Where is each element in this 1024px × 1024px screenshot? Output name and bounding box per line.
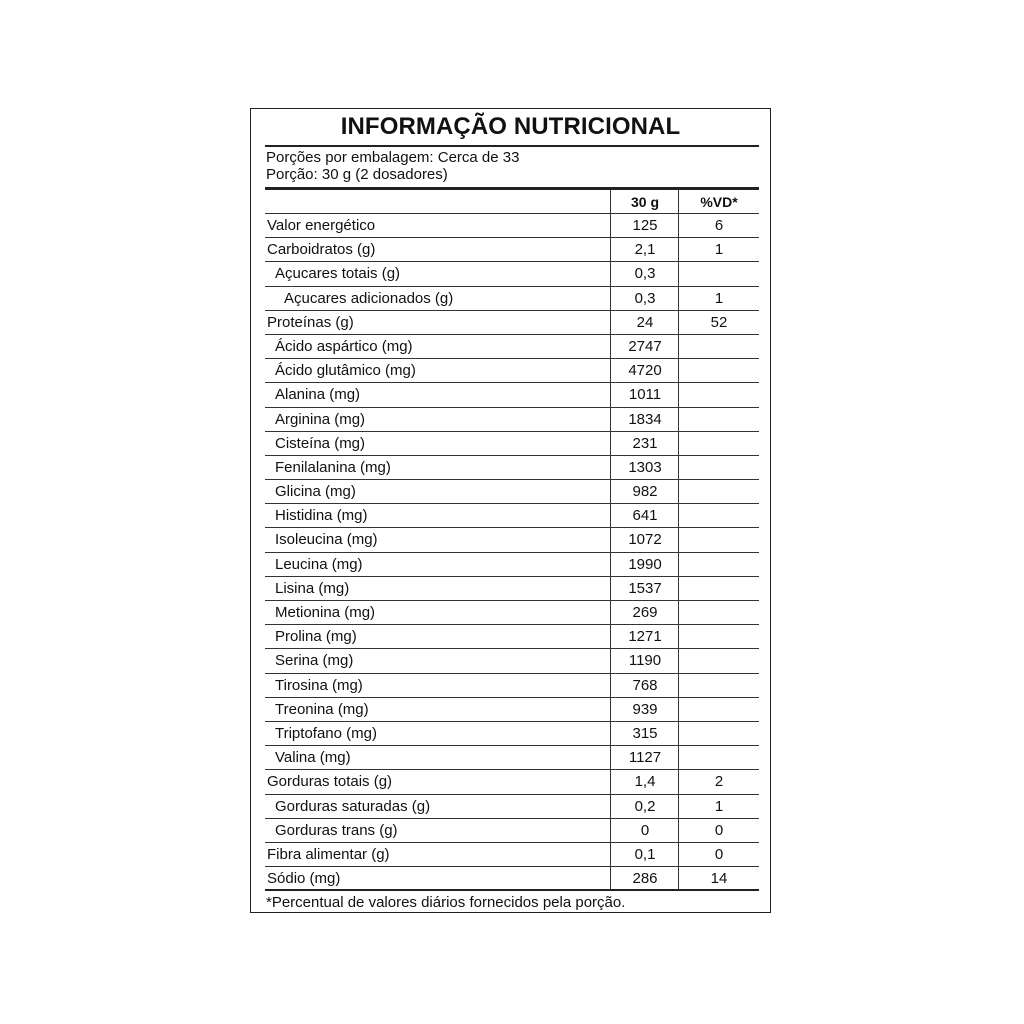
nutrient-name: Gorduras saturadas (g) <box>275 797 431 815</box>
label-title: INFORMAÇÃO NUTRICIONAL <box>340 113 681 140</box>
nutrient-name: Serina (mg) <box>275 652 354 670</box>
nutrient-amount: 4720 <box>628 362 662 380</box>
nutrient-name: Leucina (mg) <box>275 555 363 573</box>
nutrient-name: Alanina (mg) <box>275 386 361 404</box>
nutrient-amount: 768 <box>632 676 658 694</box>
nutrition-table <box>265 190 759 891</box>
nutrient-daily-value: 1 <box>714 797 724 815</box>
nutrient-name: Treonina (mg) <box>275 700 369 718</box>
nutrient-name: Açucares adicionados (g) <box>284 289 454 307</box>
nutrition-facts-label <box>250 108 771 913</box>
table-row <box>265 722 759 746</box>
nutrient-amount: 24 <box>636 313 654 331</box>
nutrient-name: Ácido glutâmico (mg) <box>275 362 416 380</box>
nutrient-amount: 0,2 <box>634 797 656 815</box>
nutrient-amount: 1990 <box>628 555 662 573</box>
table-row <box>265 674 759 698</box>
nutrient-daily-value: 6 <box>714 217 724 234</box>
table-row <box>265 746 759 770</box>
nutrient-daily-value: 2 <box>714 773 724 791</box>
table-row <box>265 262 759 286</box>
nutrient-amount: 2747 <box>628 337 662 355</box>
nutrient-amount: 1303 <box>628 458 662 476</box>
nutrient-name: Lisina (mg) <box>275 579 350 597</box>
table-row <box>265 335 759 359</box>
nutrient-amount: 1190 <box>628 652 662 670</box>
nutrient-name: Isoleucina (mg) <box>275 531 378 549</box>
nutrient-name: Metionina (mg) <box>275 604 376 621</box>
nutrient-name: Arginina (mg) <box>275 410 366 428</box>
table-row <box>265 359 759 383</box>
table-row <box>265 843 759 867</box>
nutrient-name: Cisteína (mg) <box>275 434 366 452</box>
table-row <box>265 795 759 819</box>
nutrient-name: Prolina (mg) <box>275 628 357 646</box>
nutrient-amount: 1011 <box>628 386 662 404</box>
table-row <box>265 287 759 311</box>
nutrient-amount: 0,3 <box>634 265 656 283</box>
nutrient-daily-value: 1 <box>714 289 724 307</box>
nutrient-name: Fibra alimentar (g) <box>267 845 390 863</box>
nutrient-amount: 1834 <box>628 410 662 428</box>
nutrient-name: Histidina (mg) <box>275 507 368 525</box>
table-row <box>265 649 759 673</box>
nutrient-amount: 1072 <box>628 531 662 549</box>
table-row <box>265 867 759 891</box>
nutrient-amount: 641 <box>632 507 658 525</box>
nutrient-name: Proteínas (g) <box>267 313 354 331</box>
table-header-row <box>265 190 759 214</box>
nutrient-daily-value: 14 <box>710 870 728 888</box>
nutrient-amount: 1271 <box>628 628 662 646</box>
nutrient-amount: 315 <box>632 724 658 742</box>
nutrient-amount: 0 <box>640 821 650 839</box>
nutrient-name: Ácido aspártico (mg) <box>275 337 413 355</box>
nutrient-daily-value: 1 <box>714 241 724 259</box>
nutrient-amount: 269 <box>632 604 658 621</box>
table-row <box>265 819 759 843</box>
table-row <box>265 214 759 238</box>
nutrient-amount: 286 <box>632 870 658 888</box>
nutrient-amount: 125 <box>632 217 658 234</box>
nutrient-name: Gorduras totais (g) <box>267 773 393 791</box>
table-row <box>265 480 759 504</box>
table-row <box>265 504 759 528</box>
table-row <box>265 601 759 625</box>
table-row <box>265 456 759 480</box>
nutrient-name: Fenilalanina (mg) <box>275 458 391 476</box>
nutrient-name: Açucares totais (g) <box>275 265 401 283</box>
table-row <box>265 383 759 407</box>
nutrient-name: Tirosina (mg) <box>275 676 363 694</box>
nutrient-amount: 1,4 <box>634 773 656 791</box>
nutrient-amount: 1127 <box>628 749 662 767</box>
table-row <box>265 553 759 577</box>
nutrient-name: Sódio (mg) <box>267 870 341 888</box>
nutrient-daily-value: 0 <box>714 845 724 863</box>
table-row <box>265 770 759 794</box>
footnote: *Percentual de valores diários fornecidos pela porção. <box>266 894 626 911</box>
serving-size: Porção: 30 g (2 dosadores) <box>266 166 448 183</box>
nutrient-amount: 231 <box>632 434 658 452</box>
title-divider <box>265 145 759 147</box>
table-row <box>265 432 759 456</box>
table-row <box>265 698 759 722</box>
nutrient-daily-value: 52 <box>710 313 728 331</box>
table-row <box>265 238 759 262</box>
table-row <box>265 311 759 335</box>
nutrient-amount: 2,1 <box>634 241 656 259</box>
nutrient-name: Triptofano (mg) <box>275 724 377 742</box>
table-row <box>265 528 759 552</box>
nutrient-amount: 0,1 <box>634 845 656 863</box>
table-row <box>265 408 759 432</box>
nutrient-name: Glicina (mg) <box>275 483 356 501</box>
nutrient-name: Gorduras trans (g) <box>275 821 398 839</box>
column-header-amount: 30 g <box>630 194 659 210</box>
nutrient-name: Valor energético <box>267 217 376 234</box>
nutrient-amount: 1537 <box>628 579 662 597</box>
nutrient-amount: 982 <box>632 483 658 501</box>
table-row <box>265 577 759 601</box>
nutrient-name: Valina (mg) <box>275 749 351 767</box>
table-row <box>265 625 759 649</box>
nutrient-daily-value: 0 <box>714 821 724 839</box>
nutrient-amount: 939 <box>632 700 658 718</box>
nutrient-name: Carboidratos (g) <box>267 241 376 259</box>
column-header-dv: %VD* <box>700 194 738 210</box>
nutrient-amount: 0,3 <box>634 289 656 307</box>
servings-per-package: Porções por embalagem: Cerca de 33 <box>266 149 520 166</box>
